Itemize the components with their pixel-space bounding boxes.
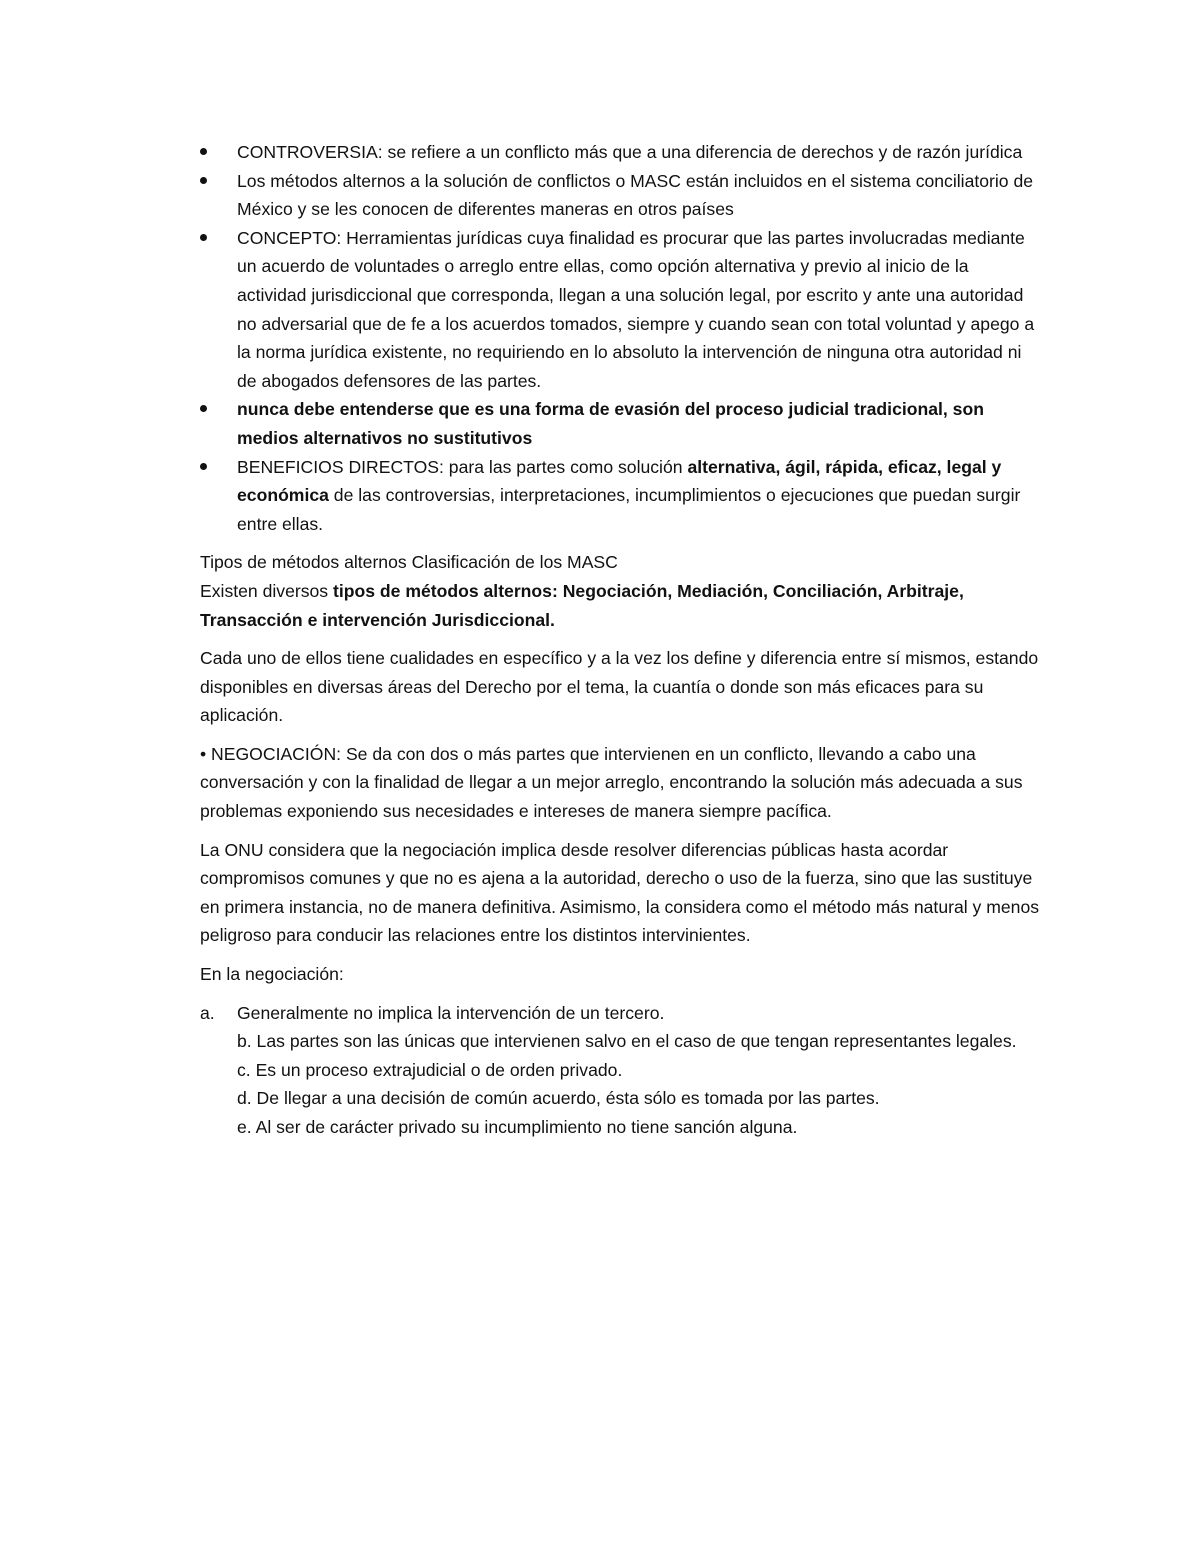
bullet-dot-icon [200, 177, 207, 184]
list-item-c: c. Es un proceso extrajudicial o de orden privado. [237, 1059, 623, 1080]
bullet-beneficios [200, 453, 1040, 539]
types-names: tipos de métodos alternos: Negociación, Mediación, Conciliación, Arbitraje, Transacción e intervención Jurisdiccional. [200, 580, 964, 630]
types-heading: Tipos de métodos alternos Clasificación de los MASC [200, 552, 618, 573]
bullet-text: BENEFICIOS DIRECTOS: para las partes como solución [237, 456, 688, 477]
bullet-text: CONCEPTO: Herramientas jurídicas cuya finalidad es procurar que las partes involucradas mediante un acuerdo de voluntades o arreglo entre ellas, como opción alternativa y previo al inicio de la actividad jurisdiccional que corresponda, llegan a una solución legal, por escrito y ante una autoridad no adversarial que de fe a los acuerdos tomados, siempre y cuando sean con total voluntad y apego a la norma jurídica existente, no requiriendo en lo absoluto la intervención de ninguna otra autoridad ni de abogados defensores de las partes. [237, 227, 1035, 391]
list-item-text: Generalmente no implica la intervención de un tercero. [237, 1002, 665, 1023]
bullet-list [200, 138, 1040, 538]
bullet-text: de las controversias, interpretaciones, incumplimientos o ejecuciones que puedan surgir entre ellas. [237, 485, 1021, 534]
paragraph-onu: La ONU considera que la negociación implica desde resolver diferencias públicas hasta acordar compromisos comunes y que no es ajena a la autoridad, derecho o uso de la fuerza, sino que las sustituye en primera instancia, no de manera definitiva. Asimismo, la considera como el método más natural y menos peligroso para conducir las relaciones entre los distintos intervinientes. [200, 839, 1040, 946]
list-item-b: b. Las partes son las únicas que intervienen salvo en el caso de que tengan representantes legales. [237, 1031, 1017, 1052]
list-marker: a. [200, 1002, 215, 1023]
types-intro: Existen diversos [200, 580, 333, 601]
types-list-paragraph [200, 577, 1040, 634]
document-page [200, 138, 1040, 1142]
bullet-controversia [200, 138, 1040, 167]
bullet-text: CONTROVERSIA: se refiere a un conflicto más que a una diferencia de derechos y de razón jurídica [237, 142, 1023, 162]
list-item-a [200, 999, 1040, 1028]
bullet-dot-icon [200, 234, 207, 241]
bullet-text-bold: nunca debe entenderse que es una forma de evasión del proceso judicial tradicional, son medios alternativos no sustitutivos [237, 399, 984, 448]
bullet-text: Los métodos alternos a la solución de conflictos o MASC están incluidos en el sistema conciliatorio de México y se les conocen de diferentes maneras en otros países [237, 170, 1034, 220]
paragraph-en-la-negociacion: En la negociación: [200, 964, 344, 985]
list-item-d: d. De llegar a una decisión de común acuerdo, ésta sólo es tomada por las partes. [237, 1088, 880, 1109]
lettered-list [200, 999, 1040, 1142]
bullet-dot-icon [200, 148, 207, 155]
list-item-e: e. Al ser de carácter privado su incumplimiento no tiene sanción alguna. [237, 1117, 798, 1137]
bullet-dot-icon [200, 463, 207, 470]
paragraph-cada-uno: Cada uno de ellos tiene cualidades en específico y a la vez los define y diferencia entre sí mismos, estando disponibles en diversas áreas del Derecho por el tema, la cuantía o donde son más eficaces para su aplicación. [200, 648, 1039, 726]
bullet-dot-icon [200, 405, 207, 412]
bullet-masc [200, 167, 1040, 224]
bullet-nunca [200, 395, 1040, 452]
paragraph-negociacion: • NEGOCIACIÓN: Se da con dos o más partes que intervienen en un conflicto, llevando a cabo una conversación y con la finalidad de llegar a un mejor arreglo, encontrando la solución más adecuada a sus problemas exponiendo sus necesidades e intereses de manera siempre pacífica. [200, 743, 1023, 822]
bullet-concepto [200, 224, 1040, 396]
bullet-text-bold: alternativa, ágil, rápida, eficaz, legal y económica [237, 456, 1002, 506]
